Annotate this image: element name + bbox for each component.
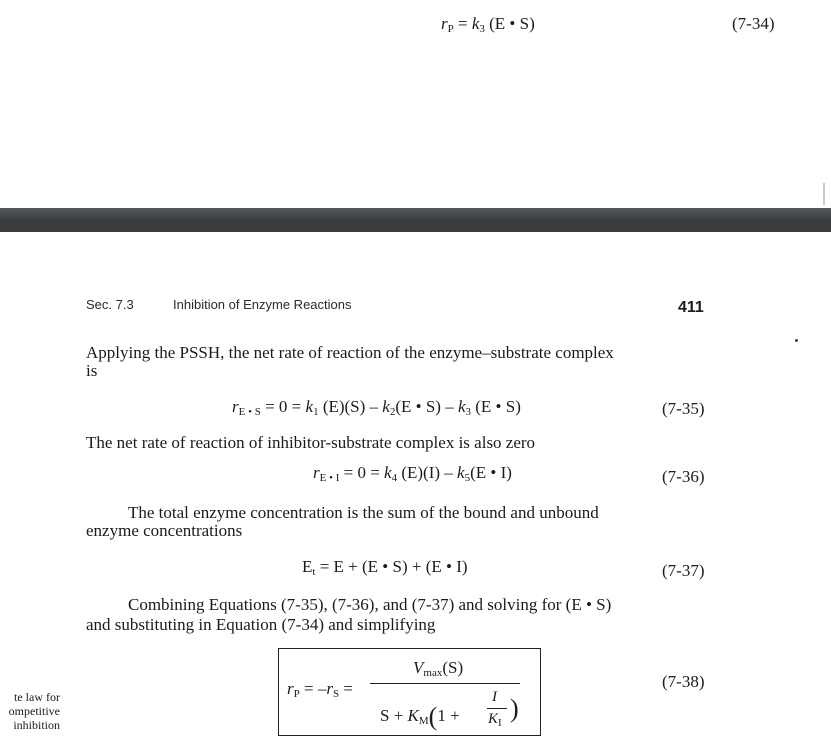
section-title: Inhibition of Enzyme Reactions: [173, 297, 352, 312]
paragraph-1-line-1: Applying the PSSH, the net rate of reaction of the enzyme–substrate complex: [86, 343, 614, 362]
equation-7-38-close-paren: ): [510, 694, 519, 723]
equation-7-35: $r_{E • S} = 0 = k_1$ $(E)(S) - k_2(E$ • $S) - k_3$ (E • S): [232, 397, 521, 418]
equation-number-7-38: (7-38): [662, 672, 705, 691]
speck: [795, 339, 798, 342]
page-separator: [0, 208, 831, 232]
equation-7-38-lhs: $r_P = -r_S$ =: [287, 679, 353, 700]
equation-7-36: $r_{E • I} = 0 = k_4$ $(E)(I) - k_5(E$ • I): [313, 463, 512, 484]
equation-7-38-inner-denominator: $K_I$: [488, 711, 502, 729]
inner-fraction-bar: [487, 708, 507, 709]
previous-page: [0, 0, 831, 208]
equation-number-7-37: (7-37): [662, 561, 705, 580]
fraction-bar: [370, 683, 520, 684]
paragraph-3-line-2: enzyme concentrations: [86, 521, 243, 540]
section-label: Sec. 7.3: [86, 297, 134, 312]
paragraph-1-line-2: is: [86, 361, 98, 380]
paragraph-4-line-2: and substituting in Equation (7-34) and simplifying: [86, 615, 436, 634]
scroll-indicator[interactable]: [823, 183, 825, 205]
margin-note: te law for ompetitive inhibition: [8, 690, 60, 732]
paragraph-2: The net rate of reaction of inhibitor-substrate complex is also zero: [86, 433, 536, 452]
equation-number-7-35: (7-35): [662, 399, 705, 418]
equation-7-34: $r_P = k_3$ (E • S): [441, 14, 535, 35]
paragraph-3-line-1: The total enzyme concentration is the sum of the bound and unbound: [128, 503, 599, 522]
equation-7-38-numerator: $V_{max}(S)$: [413, 658, 464, 679]
equation-7-38-denominator: $S + K_M(1$ +: [380, 702, 460, 731]
equation-number-7-36: (7-36): [662, 467, 705, 486]
paragraph-4-line-1: Combining Equations (7-35), (7-36), and (7-37) and solving for (E • S): [128, 595, 612, 614]
page-number: 411: [678, 299, 704, 316]
equation-7-37: $E_t = E + (E$ • S) + (E • I): [302, 557, 468, 578]
equation-7-38-inner-numerator: I: [492, 689, 497, 705]
equation-number-7-34: (7-34): [732, 14, 775, 33]
